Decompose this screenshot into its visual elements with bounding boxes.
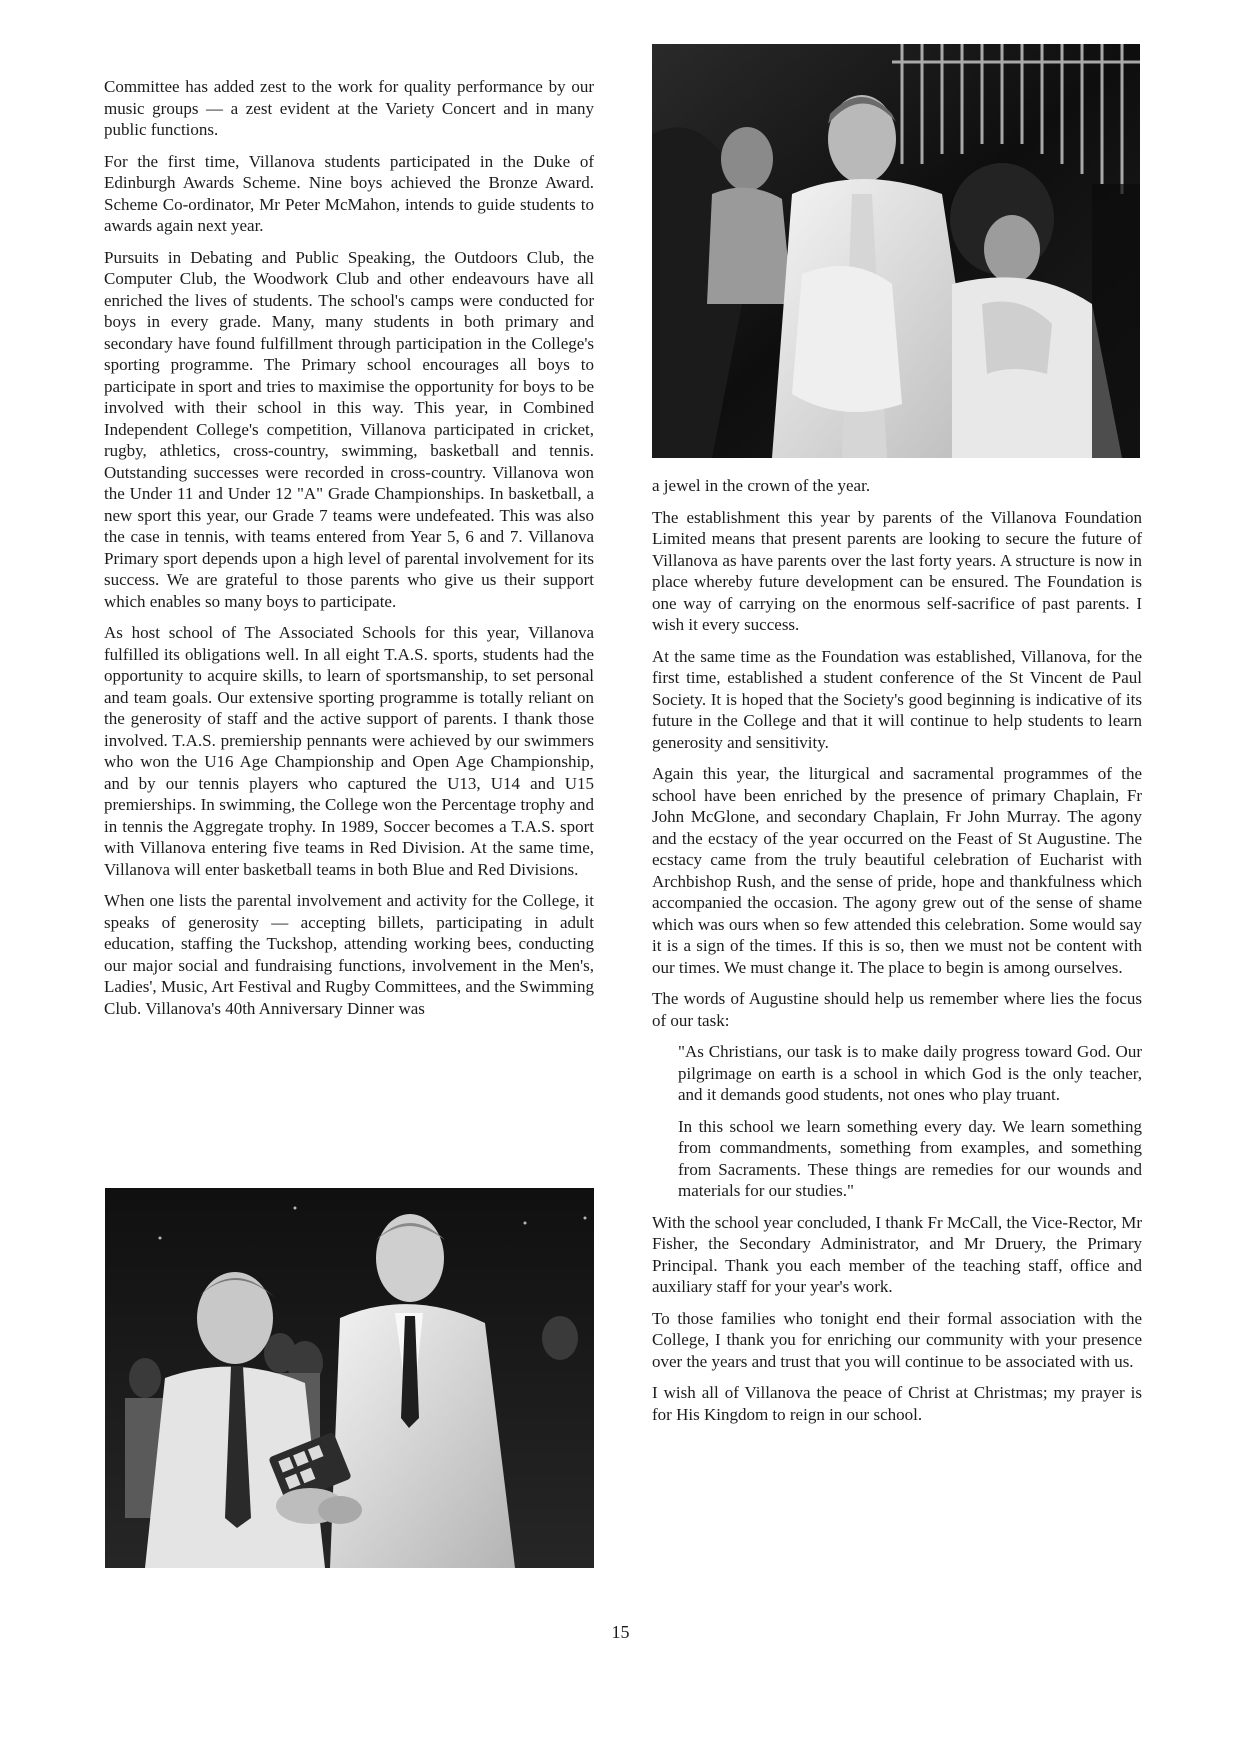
body-paragraph: Again this year, the liturgical and sacramental programmes of the school have been enriched by the presence of primary Chaplain, Fr John McGlone, and secondary Chaplain, Fr John Murray. The agony and the ecstacy of the year occurred on the Feast of St Augustine. The ecstacy came from the truly beautiful celebration of Eucharist with Archbishop Rush, and the sense of pride, hope and thankfulness which accompanied the occasion. The agony grew out of the sense of shame which was ours when so few attended this celebration. Some would say it is a sign of the times. If this is so, then we must not be content with our times. We must change it. The place to begin is among ourselves. <box>652 764 1142 977</box>
body-paragraph: Pursuits in Debating and Public Speaking, the Outdoors Club, the Computer Club, the Woodwork Club and other endeavours have all enriched the lives of students. The school's camps were conducted for boys in every grade. Many, many students in both primary and secondary have found fulfillment through participation in the College's sporting programme. The Primary school encourages all boys to participate in sport and tries to maximise the opportunity for boys to be involved with their school in this way. This year, in Combined Independent College's competition, Villanova participated in cricket, rugby, athletics, cross-country, swimming, basketball and tennis. Outstanding successes were recorded in cross-country. Villanova won the Under 11 and Under 12 "A" Grade Championships. In basketball, a new sport this year, our Grade 7 teams were undefeated. This was also the case in tennis, with teams entered from Year 5, 6 and 7. Villanova Primary sport depends upon a high level of parental involvement for its success. We are grateful to those parents who give us their support which enables so many boys to participate. <box>104 247 594 611</box>
body-paragraph: To those families who tonight end their formal association with the College, I thank you for enriching our community with your presence over the years and trust that you will continue to be associated with us. <box>652 1308 1142 1371</box>
page-number: 15 <box>611 1622 630 1642</box>
photo-priest-greeting-families-image <box>652 44 1140 458</box>
body-paragraph: The words of Augustine should help us remember where lies the focus of our task: <box>652 989 1142 1030</box>
photo-priest-greeting-families <box>652 44 1140 458</box>
body-paragraph: Committee has added zest to the work for quality performance by our music groups — a zest evident at the Variety Concert and in many public functions. <box>104 77 594 139</box>
augustine-quote <box>678 1041 1142 1202</box>
photo-handshake-presentation-image <box>105 1188 594 1568</box>
left-text-column <box>104 76 594 1029</box>
body-paragraph: With the school year concluded, I thank Fr McCall, the Vice-Rector, Mr Fisher, the Secondary Administrator, and Mr Druery, the Primary Principal. Thank you each member of the teaching staff, office and auxiliary staff for your year's work. <box>652 1212 1142 1296</box>
body-paragraph: The establishment this year by parents of the Villanova Foundation Limited means that present parents are looking to secure the future of Villanova as have parents over the last forty years. A structure is now in place whereby future development can be ensured. The Foundation is one way of carrying on the enormous self-sacrifice of past parents. I wish it every success. <box>652 507 1142 634</box>
quote-paragraph: In this school we learn something every day. We learn something from commandments, something from examples, and something from Sacraments. These things are remedies for our wounds and materials for our studies." <box>678 1116 1142 1200</box>
quote-paragraph: "As Christians, our task is to make daily progress toward God. Our pilgrimage on earth is a school in which God is the only teacher, and it demands good students, not ones who play truant. <box>678 1042 1142 1104</box>
body-paragraph: When one lists the parental involvement and activity for the College, it speaks of generosity — accepting billets, participating in adult education, staffing the Tuckshop, attending working bees, conducting our major social and fundraising functions, involvement in the Men's, Ladies', Music, Art Festival and Rugby Committees, and the Swimming Club. Villanova's 40th Anniversary Dinner was <box>104 891 594 1018</box>
body-paragraph: At the same time as the Foundation was established, Villanova, for the first time, established a student conference of the St Vincent de Paul Society. It is hoped that the Society's good beginning is indicative of its future in the College and that it will continue to help students to learn generosity and sensitivity. <box>652 646 1142 752</box>
body-paragraph: For the first time, Villanova students participated in the Duke of Edinburgh Awards Scheme. Nine boys achieved the Bronze Award. Scheme Co-ordinator, Mr Peter McMahon, intends to guide students to awards again next year. <box>104 151 594 235</box>
body-paragraph: As host school of The Associated Schools for this year, Villanova fulfilled its obligations well. In all eight T.A.S. sports, students had the opportunity to acquire skills, to learn of sportsmanship, to set personal and team goals. Our extensive sporting programme is totally reliant on the generosity of staff and the active support of parents. I thank those involved. T.A.S. premiership pennants were achieved by our swimmers who won the U16 Age Championship and Open Age Championship, and by our tennis players who captured the U13, U14 and U15 premierships. In swimming, the College won the Percentage trophy and in tennis the Aggregate trophy. In 1989, Soccer becomes a T.A.S. sport with Villanova entering five teams in Red Division. At the same time, Villanova will enter basketball teams in both Blue and Red Divisions. <box>104 623 594 879</box>
right-text-column <box>652 475 1142 1435</box>
body-paragraph: I wish all of Villanova the peace of Christ at Christmas; my prayer is for His Kingdom to reign in our school. <box>652 1383 1142 1424</box>
photo-handshake-presentation <box>105 1188 594 1568</box>
body-paragraph: a jewel in the crown of the year. <box>652 476 871 495</box>
